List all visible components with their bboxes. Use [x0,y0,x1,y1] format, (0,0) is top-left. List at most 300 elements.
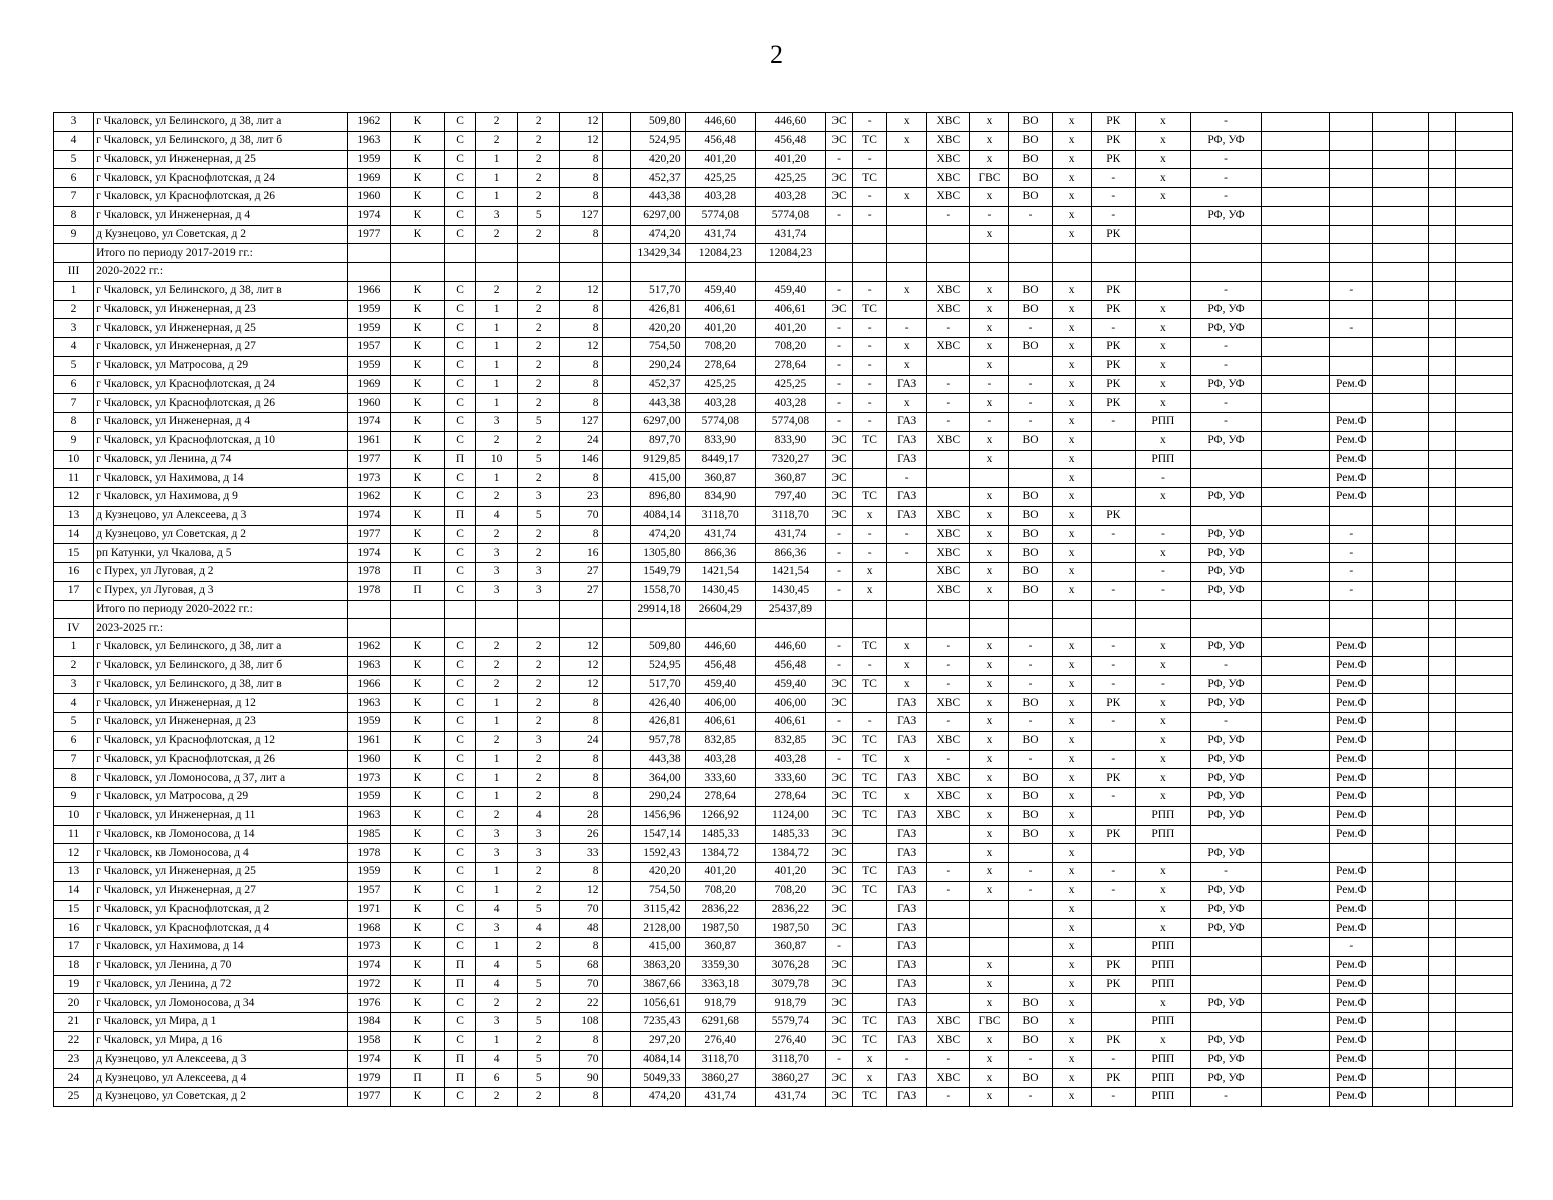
table-cell: 12 [560,338,603,357]
table-cell: 456,48 [755,656,825,675]
table-cell [887,581,927,600]
table-cell: 8 [560,750,603,769]
table-cell: 420,20 [630,150,685,169]
table-cell: К [390,863,444,882]
table-cell: 708,20 [755,338,825,357]
table-cell: 1960 [347,394,390,413]
table-cell: - [1009,750,1052,769]
table-row [54,694,1513,713]
table-cell: 333,60 [685,769,755,788]
table-row [54,450,1513,469]
table-cell [1135,206,1190,225]
table-cell: 2 [518,525,560,544]
table-cell [1190,1013,1261,1032]
table-cell: РФ, УФ [1190,544,1261,563]
table-cell: 2 [518,469,560,488]
table-cell: 509,80 [630,113,685,132]
table-cell: К [390,150,444,169]
table-cell: 1 [476,769,518,788]
table-cell: ЭС [826,188,853,207]
table-cell: Рем.Ф [1330,825,1373,844]
table-cell: ЭС [826,844,853,863]
table-cell: К [390,413,444,432]
table-cell: 3 [518,581,560,600]
table-cell: 2 [518,1031,560,1050]
table-cell: 2 [476,638,518,657]
table-cell: Рем.Ф [1330,1088,1373,1107]
table-cell: г Чкаловск, ул Инженерная, д 23 [94,713,348,732]
table-cell: 517,70 [630,675,685,694]
table-cell: К [390,356,444,375]
table-cell [1428,994,1455,1013]
table-cell: 426,81 [630,713,685,732]
table-cell: С [445,713,476,732]
table-cell: - [826,413,853,432]
table-cell: ХВС [927,1013,970,1032]
table-cell: 1266,92 [685,806,755,825]
table-cell: ГАЗ [887,431,927,450]
table-cell: 1987,50 [685,919,755,938]
table-cell: 2 [518,788,560,807]
table-cell [1262,769,1330,788]
table-cell: ВО [1009,506,1052,525]
table-cell: К [390,450,444,469]
table-cell: х [1052,863,1091,882]
table-cell: ВО [1009,113,1052,132]
table-cell: - [826,338,853,357]
table-cell [1330,263,1373,282]
table-cell: - [853,656,887,675]
table-cell: - [1091,675,1135,694]
table-cell: ЭС [826,863,853,882]
table-cell: 8 [560,150,603,169]
table-cell [853,919,887,938]
table-cell: 8 [54,413,94,432]
table-cell [1455,450,1512,469]
table-cell: х [970,1069,1009,1088]
table-cell: 3359,30 [685,956,755,975]
table-cell: С [445,750,476,769]
table-cell: х [970,638,1009,657]
table-cell: х [887,131,927,150]
table-cell [603,863,630,882]
table-row [54,656,1513,675]
table-cell: х [1135,544,1190,563]
table-cell [853,450,887,469]
table-cell: П [390,581,444,600]
table-cell: х [970,694,1009,713]
table-cell: г Чкаловск, ул Нахимова, д 14 [94,469,348,488]
table-cell: г Чкаловск, ул Мира, д 16 [94,1031,348,1050]
table-cell: 420,20 [630,863,685,882]
table-cell [826,244,853,263]
table-cell: РФ, УФ [1190,488,1261,507]
table-cell: - [826,750,853,769]
table-cell [347,619,390,638]
table-cell: г Чкаловск, ул Краснофлотская, д 10 [94,431,348,450]
table-cell: х [970,1050,1009,1069]
table-cell: 108 [560,1013,603,1032]
table-cell: С [445,300,476,319]
table-cell [54,600,94,619]
table-cell: ГАЗ [887,1069,927,1088]
table-cell: К [390,338,444,357]
table-cell: 1 [476,788,518,807]
table-cell: - [1091,1088,1135,1107]
table-cell [1330,244,1373,263]
table-cell: 6 [476,1069,518,1088]
table-cell: д Кузнецово, ул Алексеева, д 3 [94,506,348,525]
table-cell: х [970,225,1009,244]
table-cell: 456,48 [685,131,755,150]
table-cell: - [1091,413,1135,432]
table-row [54,713,1513,732]
table-cell [1009,619,1052,638]
table-cell: С [445,469,476,488]
table-cell: х [1052,1050,1091,1069]
table-cell: 2 [518,375,560,394]
table-cell: К [390,506,444,525]
table-cell: С [445,431,476,450]
table-cell [927,244,970,263]
table-cell [1455,788,1512,807]
table-cell [1455,413,1512,432]
table-cell [476,600,518,619]
table-cell: ТС [853,488,887,507]
table-cell: РФ, УФ [1190,731,1261,750]
table-cell: ГВС [970,1013,1009,1032]
table-cell: РФ, УФ [1190,300,1261,319]
table-cell [853,619,887,638]
table-cell: ЭС [826,488,853,507]
table-cell: х [970,975,1009,994]
table-cell: 1978 [347,844,390,863]
table-cell: х [1052,638,1091,657]
table-cell: 406,61 [685,300,755,319]
table-cell: г Чкаловск, ул Краснофлотская, д 4 [94,919,348,938]
table-cell: ВО [1009,825,1052,844]
table-cell [1009,263,1052,282]
table-cell [1262,938,1330,957]
table-cell: 1974 [347,956,390,975]
table-cell [603,881,630,900]
table-cell: С [445,544,476,563]
table-cell [1428,488,1455,507]
table-cell [603,900,630,919]
table-cell [927,225,970,244]
table-cell: - [887,1050,927,1069]
table-cell: ХВС [927,506,970,525]
table-cell: 10 [54,806,94,825]
table-cell: К [390,1050,444,1069]
table-cell: Рем.Ф [1330,881,1373,900]
table-cell [970,263,1009,282]
table-cell: 2 [518,713,560,732]
table-cell: 1959 [347,356,390,375]
table-cell: ВО [1009,994,1052,1013]
table-cell: ВО [1009,338,1052,357]
table-cell: ГАЗ [887,938,927,957]
table-cell [1428,375,1455,394]
table-cell: х [1052,525,1091,544]
table-cell: х [970,488,1009,507]
table-cell [1428,206,1455,225]
table-cell [1428,638,1455,657]
table-cell [853,825,887,844]
table-cell: РПП [1135,413,1190,432]
table-cell: 406,61 [755,300,825,319]
table-cell: - [1009,413,1052,432]
table-cell: х [1135,1031,1190,1050]
table-cell: Итого по периоду 2020-2022 гг.: [94,600,348,619]
table-cell: - [853,375,887,394]
table-cell: х [1052,338,1091,357]
table-cell: х [1052,844,1091,863]
table-cell: РК [1091,956,1135,975]
table-cell [1455,244,1512,263]
table-cell: 401,20 [685,319,755,338]
table-cell [603,150,630,169]
table-cell [970,469,1009,488]
table-cell [1455,694,1512,713]
table-cell: х [1052,394,1091,413]
table-cell: - [970,375,1009,394]
table-cell [390,244,444,263]
table-cell: 12 [560,675,603,694]
table-cell: 1957 [347,338,390,357]
table-cell: 2 [476,113,518,132]
table-cell: С [445,863,476,882]
table-cell [1373,431,1428,450]
table-cell: К [390,131,444,150]
table-cell: ХВС [927,1069,970,1088]
table-cell: 1959 [347,150,390,169]
table-cell [1455,1013,1512,1032]
table-cell: 7 [54,188,94,207]
table-cell: К [390,806,444,825]
table-cell [1091,619,1135,638]
table-cell: х [1135,169,1190,188]
table-cell: х [887,281,927,300]
table-cell: х [970,713,1009,732]
table-row [54,356,1513,375]
table-cell [1455,356,1512,375]
table-cell: С [445,150,476,169]
table-cell: 12084,23 [755,244,825,263]
table-cell: - [853,356,887,375]
table-row [54,338,1513,357]
table-cell: х [1135,488,1190,507]
table-cell [927,956,970,975]
table-cell: ГАЗ [887,1013,927,1032]
table-cell [1428,319,1455,338]
table-cell: ТС [853,169,887,188]
table-cell [970,244,1009,263]
table-cell: - [826,206,853,225]
table-cell: - [1091,188,1135,207]
table-cell: - [927,413,970,432]
table-cell: 1966 [347,675,390,694]
table-cell [1262,619,1330,638]
table-cell [1428,769,1455,788]
table-cell: - [1190,169,1261,188]
table-cell: х [970,338,1009,357]
table-cell: С [445,375,476,394]
table-cell: 509,80 [630,638,685,657]
table-cell: Рем.Ф [1330,638,1373,657]
table-cell [1428,563,1455,582]
table-cell [1428,863,1455,882]
table-cell: х [970,994,1009,1013]
table-cell [927,619,970,638]
table-cell: - [927,1088,970,1107]
table-cell [1190,938,1261,957]
table-cell [1190,263,1261,282]
table-cell: г Чкаловск, ул Ломоносова, д 37, лит а [94,769,348,788]
table-cell: РПП [1135,450,1190,469]
table-cell: - [1091,581,1135,600]
table-cell: ТС [853,431,887,450]
table-cell [1455,956,1512,975]
table-cell [1009,975,1052,994]
table-cell [1262,788,1330,807]
table-cell: Рем.Ф [1330,975,1373,994]
table-cell: 7 [54,750,94,769]
table-cell [1052,263,1091,282]
table-cell [1455,844,1512,863]
table-cell: 6 [54,169,94,188]
table-cell: Рем.Ф [1330,450,1373,469]
table-cell [1373,244,1428,263]
table-cell: х [970,431,1009,450]
table-cell [1455,600,1512,619]
table-cell [1428,281,1455,300]
table-cell: С [445,994,476,1013]
table-cell: 446,60 [685,113,755,132]
table-cell: ЭС [826,731,853,750]
table-cell [603,188,630,207]
table-cell [970,919,1009,938]
table-row [54,375,1513,394]
table-cell: - [927,319,970,338]
table-cell [1373,1031,1428,1050]
table-cell: - [1091,169,1135,188]
table-cell: х [1052,150,1091,169]
table-cell: 1974 [347,413,390,432]
table-cell: 4 [518,806,560,825]
table-cell: - [1330,563,1373,582]
table-cell: К [390,975,444,994]
table-cell [1373,338,1428,357]
table-cell: 5 [518,1069,560,1088]
table-cell: - [1091,206,1135,225]
table-cell: х [1135,319,1190,338]
table-row [54,638,1513,657]
table-cell: 364,00 [630,769,685,788]
table-cell: К [390,844,444,863]
table-cell: РК [1091,975,1135,994]
table-cell: х [1052,675,1091,694]
table-cell [1428,919,1455,938]
table-cell: ВО [1009,281,1052,300]
table-cell: - [826,319,853,338]
table-cell [476,263,518,282]
table-cell: 8 [560,863,603,882]
table-cell: - [826,525,853,544]
table-cell: 8 [560,319,603,338]
table-cell: С [445,488,476,507]
table-cell: РФ, УФ [1190,1050,1261,1069]
table-cell: 3 [476,581,518,600]
table-cell: 754,50 [630,881,685,900]
table-cell: 2 [476,1088,518,1107]
table-cell [685,263,755,282]
table-row [54,788,1513,807]
table-cell: 23 [560,488,603,507]
table-cell: ВО [1009,150,1052,169]
table-cell: 459,40 [685,675,755,694]
table-cell: г Чкаловск, ул Нахимова, д 9 [94,488,348,507]
table-cell [1455,806,1512,825]
table-cell: РФ, УФ [1190,806,1261,825]
table-cell: 2836,22 [685,900,755,919]
table-cell: - [1091,713,1135,732]
table-cell: ВО [1009,1031,1052,1050]
table-cell: Рем.Ф [1330,919,1373,938]
table-cell: - [826,938,853,957]
table-cell [476,619,518,638]
table-cell [1428,338,1455,357]
table-cell: 1974 [347,206,390,225]
table-cell: 3118,70 [755,1050,825,1069]
table-cell: х [1135,356,1190,375]
table-cell: ТС [853,1088,887,1107]
table-cell [927,938,970,957]
table-cell: 1977 [347,525,390,544]
table-cell: 431,74 [755,1088,825,1107]
table-cell [1091,450,1135,469]
table-cell: 431,74 [685,225,755,244]
table-cell: ТС [853,675,887,694]
table-cell [1373,863,1428,882]
table-cell [927,825,970,844]
table-cell: 9 [54,788,94,807]
table-cell [1455,131,1512,150]
table-cell: 18 [54,956,94,975]
table-cell: 5049,33 [630,1069,685,1088]
table-cell: 3 [476,206,518,225]
table-cell: 2 [518,675,560,694]
table-cell: х [887,113,927,132]
table-cell [603,769,630,788]
table-cell: ЭС [826,169,853,188]
table-cell: - [1330,938,1373,957]
table-cell: - [1190,150,1261,169]
table-cell: - [1009,1050,1052,1069]
table-row [54,169,1513,188]
table-cell: РК [1091,375,1135,394]
table-cell: 2 [518,1088,560,1107]
table-cell [1455,113,1512,132]
table-cell [1091,488,1135,507]
table-cell: 2 [476,731,518,750]
table-cell: х [1135,656,1190,675]
table-cell: 2 [518,863,560,882]
table-cell: 276,40 [685,1031,755,1050]
table-cell: 425,25 [685,375,755,394]
table-cell: 26 [560,825,603,844]
table-cell: г Чкаловск, ул Ленина, д 72 [94,975,348,994]
